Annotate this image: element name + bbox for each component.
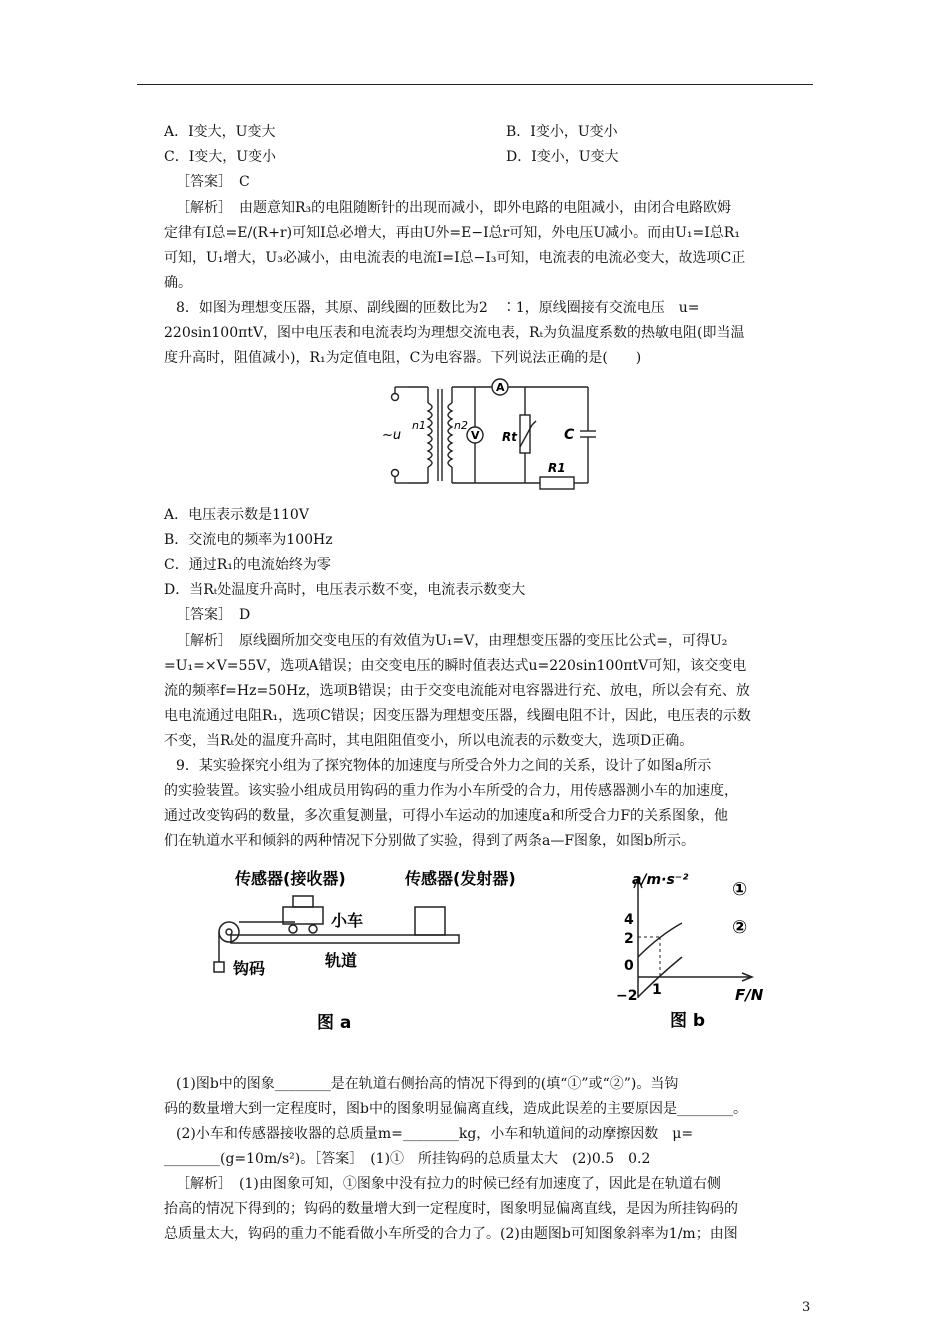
receiver-label: 传感器(接收器) bbox=[235, 869, 346, 888]
q7-option-d: D．I变小，U变大 bbox=[506, 149, 619, 165]
emitter-label: 传感器(发射器) bbox=[405, 869, 516, 888]
y-tick-label: 2 bbox=[624, 931, 634, 947]
q9-analysis-line: 总质量太大，钩码的重力不能看做小车所受的合力了。(2)由题图b可知图象斜率为1/m；由图 bbox=[164, 1226, 738, 1242]
q9-subquestion-line: (2)小车和传感器接收器的总质量m=________kg，小车和轨道间的动摩擦因数 μ= bbox=[176, 1126, 694, 1142]
q8-option-c: C．通过R₁的电流始终为零 bbox=[164, 557, 331, 573]
n1-label: n1 bbox=[412, 419, 426, 432]
q9-stem-line: 的实验装置。该实验小组成员用钩码的重力作为小车所受的合力，用传感器测小车的加速度， bbox=[164, 783, 738, 799]
y-tick-label: 4 bbox=[624, 912, 634, 928]
q9-stem-line: 通过改变钩码的数量，多次重复测量，可得小车运动的加速度a和所受合力F的关系图象，他 bbox=[164, 808, 729, 824]
q8-analysis-line: =U₁=×V=55V，选项A错误；由交变电压的瞬时值表达式u=220sin100πtV可知，该交变电 bbox=[164, 658, 747, 674]
voltmeter-label: V bbox=[471, 429, 480, 442]
q9-analysis-line: 抬高的情况下得到的；钩码的数量增大到一定程度时，图象明显偏离直线，是因为所挂钩码的 bbox=[164, 1201, 738, 1217]
q8-option-a: A．电压表示数是110V bbox=[164, 507, 309, 523]
q8-stem-line: 度升高时，阻值减小)，R₁为定值电阻，C为电容器。下列说法正确的是( ) bbox=[164, 350, 642, 366]
q8-analysis-line: 电电流通过电阻R₁，选项C错误；因变压器为理想变压器，线圈电阻不计，因此，电压表的示数 bbox=[164, 708, 751, 724]
figure-b-chart bbox=[590, 860, 790, 1045]
q8-stem-line: 220sin100πtV，图中电压表和电流表均为理想交流电表，Rₜ为负温度系数的热敏电阻(即当温 bbox=[164, 325, 745, 341]
figure-a-caption: 图 a bbox=[317, 1013, 352, 1033]
chart-ylabel: a/m·s⁻² bbox=[632, 872, 689, 888]
figure-b-caption: 图 b bbox=[670, 1011, 706, 1031]
y-tick-label: 0 bbox=[624, 958, 634, 974]
q7-analysis-line: 定律有I总=E/(R+r)可知I总必增大，再由U外=E−I总r可知，外电压U减小。而由U₁=I总R₁ bbox=[164, 225, 740, 241]
q8-stem-line: 8．如图为理想变压器，其原、副线圈的匝数比为2 ∶1，原线圈接有交流电压 u= bbox=[176, 300, 700, 316]
capacitor-label: C bbox=[564, 427, 575, 443]
q7-option-a: A．I变大，U变大 bbox=[164, 124, 276, 140]
q8-answer: ［答案］ D bbox=[176, 607, 251, 623]
transformer-circuit-diagram bbox=[380, 375, 610, 495]
q9-subquestion-line: (1)图b中的图象________是在轨道右侧抬高的情况下得到的(填“①”或“②”)。当钩 bbox=[176, 1076, 679, 1092]
q8-option-d: D．当Rₜ处温度升高时，电压表示数不变，电流表示数变大 bbox=[164, 582, 526, 598]
y-tick-label: −2 bbox=[616, 988, 638, 1004]
chart-xlabel: F/N bbox=[735, 986, 764, 1004]
q7-analysis-line: 可知，U₁增大，U₃必减小，由电流表的电流I=I总−I₃可知，电流表的电流必变大，故选项C正 bbox=[164, 250, 746, 266]
weight-label: 钩码 bbox=[233, 959, 266, 978]
source-label: ~u bbox=[382, 428, 402, 443]
figure-a-apparatus bbox=[205, 862, 516, 1042]
thermistor-label: Rt bbox=[502, 430, 517, 444]
q9-analysis-line: ［解析］ (1)由图象可知，①图象中没有拉力的时候已经有加速度了，因此是在轨道右侧 bbox=[176, 1176, 721, 1192]
q9-stem-line: 9．某实验探究小组为了探究物体的加速度与所受合外力之间的关系，设计了如图a所示 bbox=[176, 758, 712, 774]
q7-analysis-line: ［解析］ 由题意知R₃的电阻随断针的出现而减小，即外电路的电阻减小，由闭合电路欧姆 bbox=[176, 200, 732, 216]
q8-analysis-line: 流的频率f=Hz=50Hz，选项B错误；由于交变电流能对电容器进行充、放电，所以会有充、放 bbox=[164, 683, 750, 699]
q9-subquestion-line: ________(g=10m/s²)。［答案］ (1)① 所挂钩码的总质量太大 (2)0.5 0.2 bbox=[164, 1151, 651, 1167]
track-label: 轨道 bbox=[325, 951, 358, 970]
q7-option-c: C．I变大，U变小 bbox=[164, 149, 277, 165]
header-rule bbox=[137, 84, 813, 85]
q8-analysis-line: 不变，当Rₜ处的温度升高时，其电阻阻值变小，所以电流表的示数变大，选项D正确。 bbox=[164, 733, 694, 749]
q7-analysis-line: 确。 bbox=[164, 275, 192, 291]
q8-option-b: B．交流电的频率为100Hz bbox=[164, 532, 333, 548]
q9-stem-line: 们在轨道水平和倾斜的两种情况下分别做了实验，得到了两条a—F图象，如图b所示。 bbox=[164, 833, 696, 849]
ammeter-label: A bbox=[496, 381, 505, 394]
resistor-label: R1 bbox=[548, 461, 566, 475]
n2-label: n2 bbox=[454, 419, 468, 432]
series-1-label: ① bbox=[732, 879, 748, 900]
q8-analysis-line: ［解析］ 原线圈所加交变电压的有效值为U₁=V，由理想变压器的变压比公式=，可得U₂ bbox=[176, 633, 728, 649]
q7-answer: ［答案］ C bbox=[176, 174, 250, 190]
q9-subquestion-line: 码的数量增大到一定程度时，图b中的图象明显偏离直线，造成此误差的主要原因是________。 bbox=[164, 1101, 747, 1117]
page-number: 3 bbox=[802, 1300, 811, 1315]
x-tick-label: 1 bbox=[652, 982, 662, 998]
q7-option-b: B．I变小，U变小 bbox=[506, 124, 618, 140]
cart-label: 小车 bbox=[331, 911, 364, 930]
series-2-label: ② bbox=[732, 917, 748, 938]
